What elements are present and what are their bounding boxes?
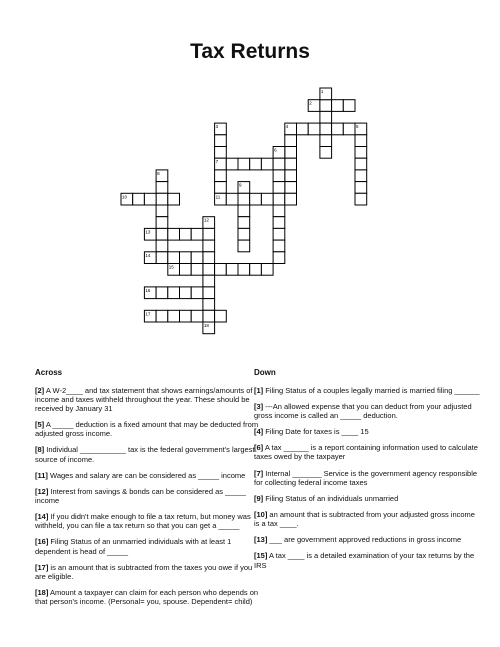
clue-text: Filing Date for taxes is ____ 15: [263, 427, 369, 437]
grid-cell[interactable]: [355, 158, 367, 170]
grid-cell[interactable]: [156, 205, 168, 217]
clue-text: A tax ____ is a detailed examination of your tax returns by the IRS: [254, 551, 475, 570]
clue-number: [3]: [254, 401, 264, 411]
grid-cell[interactable]: [226, 264, 238, 276]
cell-number: 5: [356, 124, 359, 130]
across-clue: [35, 445, 263, 463]
grid-cell[interactable]: [191, 252, 203, 264]
cell-number: 6: [274, 147, 277, 153]
cell-number: 4: [285, 124, 289, 130]
cell-number: 17: [145, 311, 151, 317]
clue-text: If you didn't make enough to file a tax return, but money was withheld, you can file a tax return so that you can get a _____: [35, 512, 251, 531]
cell-number: 1: [320, 89, 324, 94]
clue-number: [2]: [35, 385, 45, 395]
grid-cell[interactable]: [203, 310, 215, 322]
down-clue: [254, 494, 482, 503]
grid-cell[interactable]: [215, 135, 227, 147]
grid-cell[interactable]: [203, 299, 215, 311]
grid-cell[interactable]: [168, 310, 180, 322]
grid-cell[interactable]: [156, 193, 168, 205]
grid-cell[interactable]: [215, 182, 227, 194]
grid-cell[interactable]: [320, 123, 332, 135]
clue-number: [12]: [35, 486, 49, 496]
cell-number: 14: [145, 252, 151, 258]
across-clue: [35, 487, 263, 505]
clue-number: [10]: [254, 510, 268, 520]
cell-number: 10: [122, 194, 128, 200]
grid-cell[interactable]: [238, 217, 250, 229]
grid-cell[interactable]: [285, 135, 297, 147]
down-clue-list: [254, 386, 482, 570]
grid-cell[interactable]: [203, 287, 215, 299]
across-clue: [35, 563, 263, 581]
grid-cell[interactable]: [168, 252, 180, 264]
grid-cell[interactable]: [320, 100, 332, 112]
grid-cell[interactable]: [238, 158, 250, 170]
grid-cell[interactable]: [203, 252, 215, 264]
down-clue: [254, 427, 482, 436]
grid-cell[interactable]: [250, 264, 262, 276]
grid-cell[interactable]: [273, 217, 285, 229]
clue-number: [8]: [35, 445, 45, 455]
grid-cell[interactable]: [180, 287, 192, 299]
clue-number: [13]: [254, 535, 268, 545]
clue-text: Amount a taxpayer can claim for each person who depends on that person's income. (Personal= you, spouse. Dependent= child): [35, 588, 259, 607]
cell-number: 11: [215, 194, 221, 200]
grid-cell[interactable]: [343, 123, 355, 135]
clue-text: ---An allowed expense that you can deduct from your adjusted gross income is called an _____ deduction.: [254, 401, 472, 421]
grid-cell[interactable]: [273, 205, 285, 217]
grid-cell[interactable]: [144, 193, 156, 205]
down-clue: [254, 535, 482, 544]
down-clues: [254, 368, 482, 577]
clue-number: [5]: [35, 420, 45, 430]
clue-number: [4]: [254, 427, 264, 437]
grid-cell[interactable]: [203, 228, 215, 240]
cell-number: 16: [145, 287, 151, 293]
grid-cell[interactable]: [273, 228, 285, 240]
grid-cell[interactable]: [168, 287, 180, 299]
clue-text: Individual ___________ tax is the federal government's largest source of income.: [35, 445, 255, 464]
grid-cell[interactable]: [273, 193, 285, 205]
grid-cell[interactable]: [133, 193, 145, 205]
clue-text: A W-2____ and tax statement that shows earnings/amounts of income and taxes withheld throughout the year. These should be received by January 31: [35, 385, 253, 414]
grid-cell[interactable]: [355, 147, 367, 159]
grid-cell[interactable]: [191, 287, 203, 299]
grid-cell[interactable]: [238, 264, 250, 276]
across-clue: [35, 537, 263, 555]
grid-cell[interactable]: [285, 170, 297, 182]
grid-cell[interactable]: [273, 158, 285, 170]
grid-cell[interactable]: [226, 193, 238, 205]
down-clue: [254, 443, 482, 461]
grid-cell[interactable]: [156, 240, 168, 252]
grid-cell[interactable]: [273, 182, 285, 194]
grid-cell[interactable]: [261, 158, 273, 170]
grid-cell[interactable]: [215, 310, 227, 322]
clue-number: [15]: [254, 551, 268, 561]
grid-cell[interactable]: [320, 135, 332, 147]
clue-number: [9]: [254, 493, 264, 503]
clue-number: [18]: [35, 588, 49, 597]
grid-cell[interactable]: [355, 135, 367, 147]
grid-cell[interactable]: [332, 123, 344, 135]
down-heading: Down: [254, 368, 276, 377]
grid-cell[interactable]: [297, 123, 309, 135]
grid-cell[interactable]: [180, 264, 192, 276]
grid-cell[interactable]: [238, 228, 250, 240]
grid-cell[interactable]: [273, 240, 285, 252]
across-heading: Across: [35, 368, 63, 377]
clue-number: [14]: [35, 512, 49, 522]
grid-cell[interactable]: [308, 123, 320, 135]
grid-cell[interactable]: [156, 217, 168, 229]
grid-cell[interactable]: [156, 310, 168, 322]
grid-cell[interactable]: [355, 193, 367, 205]
down-clue: [254, 510, 482, 528]
cell-number: 9: [239, 182, 242, 188]
clue-number: [17]: [35, 562, 49, 572]
grid-cell[interactable]: [215, 147, 227, 159]
grid-cell[interactable]: [238, 205, 250, 217]
clue-number: [7]: [254, 468, 264, 478]
clue-text: an amount that is subtracted from your adjusted gross income is a tax ____.: [254, 510, 475, 529]
grid-cell[interactable]: [203, 275, 215, 287]
grid-cell[interactable]: [156, 252, 168, 264]
cell-number: 8: [157, 170, 160, 176]
grid-cell[interactable]: [180, 228, 192, 240]
grid-cell[interactable]: [261, 264, 273, 276]
cell-number: 3: [215, 124, 219, 130]
down-clue: [254, 551, 482, 569]
clue-text: Filing Status of an individuals unmarried: [263, 493, 399, 503]
clue-text: Filing Status of a couples legally married is married filing ______: [263, 385, 480, 395]
down-clue: [254, 386, 482, 395]
clue-text: Internal _______ Service is the government agency responsible for collecting federal income taxes: [254, 468, 478, 487]
grid-cell[interactable]: [215, 170, 227, 182]
grid-cell[interactable]: [238, 240, 250, 252]
grid-cell[interactable]: [343, 100, 355, 112]
grid-cell[interactable]: [285, 158, 297, 170]
across-clue: [35, 512, 263, 530]
grid-cell[interactable]: [250, 158, 262, 170]
grid-cell[interactable]: [168, 228, 180, 240]
cell-number: 2: [309, 100, 312, 106]
grid-cell[interactable]: [156, 182, 168, 194]
grid-cell[interactable]: [285, 182, 297, 194]
across-clues: [35, 368, 263, 613]
clue-number: [1]: [254, 385, 264, 395]
grid-cell[interactable]: [203, 240, 215, 252]
grid-cell[interactable]: [285, 193, 297, 205]
grid-cell[interactable]: [355, 182, 367, 194]
clue-text: Wages and salary are can be considered as _____ income: [47, 470, 246, 480]
grid-cell[interactable]: [320, 111, 332, 123]
grid-cell[interactable]: [250, 193, 262, 205]
clue-number: [11]: [35, 470, 48, 480]
clue-text: Filing Status of an unmarried individuals with at least 1 dependent is head of _____: [35, 537, 232, 556]
clue-number: [6]: [254, 443, 264, 453]
page-title: Tax Returns: [190, 40, 310, 63]
grid-cell[interactable]: [261, 193, 273, 205]
grid-cell[interactable]: [273, 252, 285, 264]
clue-text: Interest from savings & bonds can be considered as _____ income: [35, 486, 246, 506]
grid-cell[interactable]: [180, 310, 192, 322]
grid-cell[interactable]: [180, 252, 192, 264]
clue-text: is an amount that is subtracted from the taxes you owe if you are eligible.: [35, 562, 253, 581]
down-clue: [254, 402, 482, 420]
clue-text: A _____ deduction is a fixed amount that may be deducted from adjusted gross income.: [35, 420, 259, 439]
grid-cell[interactable]: [191, 228, 203, 240]
across-clue: [35, 386, 263, 413]
across-clue: [35, 468, 264, 480]
grid-cell[interactable]: [332, 100, 344, 112]
grid-cell[interactable]: [156, 228, 168, 240]
grid-cell[interactable]: [285, 147, 297, 159]
across-clue: [35, 588, 263, 606]
grid-cell[interactable]: [191, 310, 203, 322]
grid-cell[interactable]: [156, 287, 168, 299]
clue-text: ___ are government approved reductions in gross income: [267, 535, 462, 545]
cell-number: 18: [203, 323, 209, 328]
grid-cell[interactable]: [203, 264, 215, 276]
cell-number: 13: [145, 229, 151, 235]
grid-cell[interactable]: [320, 147, 332, 159]
clue-number: [16]: [35, 537, 49, 547]
across-clue-list: [35, 386, 263, 607]
across-clue: [35, 420, 263, 438]
cell-number: 15: [168, 264, 174, 270]
grid-cell[interactable]: [191, 264, 203, 276]
cell-number: 12: [203, 217, 209, 223]
grid-cell[interactable]: [238, 193, 250, 205]
grid-cell[interactable]: [168, 193, 180, 205]
grid-cell[interactable]: [215, 264, 227, 276]
grid-cell[interactable]: [226, 158, 238, 170]
cell-number: 7: [215, 159, 219, 165]
grid-cell[interactable]: [355, 170, 367, 182]
clue-text: A tax ______ is a report containing information used to calculate taxes owed by the taxpayer: [254, 443, 478, 462]
down-clue: [254, 469, 482, 487]
grid-cell[interactable]: [273, 170, 285, 182]
